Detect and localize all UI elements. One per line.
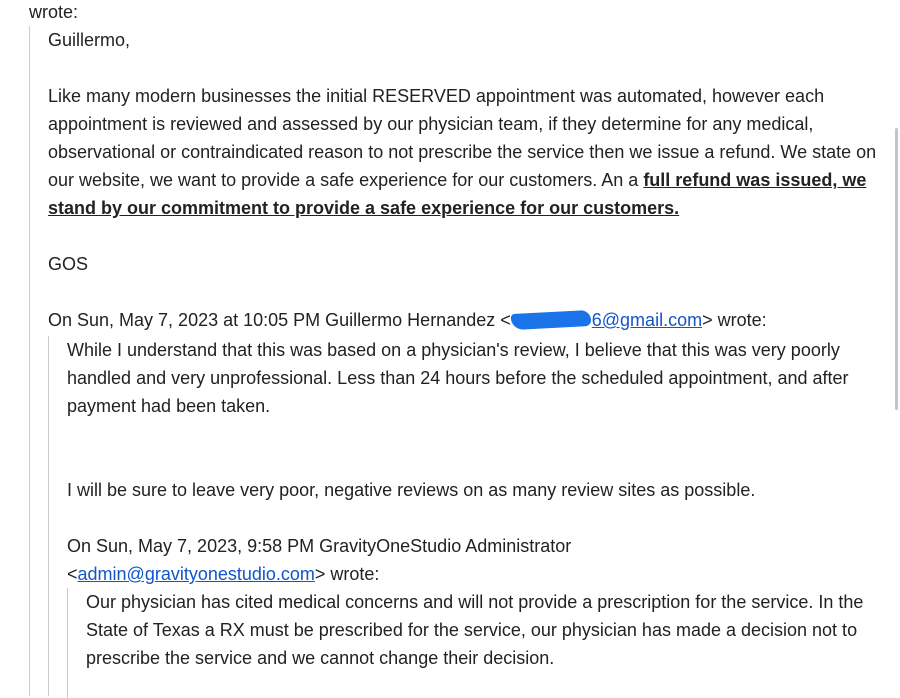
admin-message-body: Our physician has cited medical concerns and will not provide a prescription for the service. In the State of Texas a RX must be prescribed for the service, our physician has made a decision not to prescribe the service and we cannot change their decision. xyxy=(86,592,864,668)
scrollbar-thumb[interactable] xyxy=(895,128,898,410)
reply-followup: I will be sure to leave very poor, negative reviews on as many review sites as possible. xyxy=(67,480,756,500)
sender-email-link[interactable]: 6@gmail.com xyxy=(591,310,703,330)
spacer xyxy=(48,222,879,250)
spacer xyxy=(67,420,878,476)
reply-body: While I understand that this was based on a physician's review, I believe that this was very poorly handled and very unprofessional. Less than 24 hours before the scheduled appointment, and after payment had been taken. xyxy=(67,340,849,416)
message-body xyxy=(48,82,878,222)
admin-attribution-email-line xyxy=(67,560,878,588)
redaction-mark xyxy=(510,310,591,330)
signature: GOS xyxy=(48,254,89,274)
angle-open: < xyxy=(67,564,78,584)
attribution-suffix: > wrote: xyxy=(702,310,767,330)
greeting: Guillermo, xyxy=(48,30,131,50)
attribution-suffix: > wrote: xyxy=(314,564,380,584)
attribution-prefix: On Sun, May 7, 2023 at 10:05 PM Guillermo Hernandez < xyxy=(48,310,511,330)
refund-emphasis-text: full refund was issued, we stand by our commitment to provide a safe experience for our customers. xyxy=(48,170,867,218)
spacer xyxy=(48,54,879,82)
reply-attribution xyxy=(48,306,879,334)
quoted-message-admin xyxy=(67,588,879,698)
quote-attribution-wrote: wrote: xyxy=(29,2,79,22)
spacer xyxy=(48,278,879,306)
admin-attribution-line: On Sun, May 7, 2023, 9:58 PM GravityOneStudio Administrator xyxy=(67,536,572,556)
message-body-text: Like many modern businesses the initial RESERVED appointment was automated, however each appointment is reviewed and assessed by our physician team, if they determine for any medical, observational or contraindicated reason to not prescribe the service then we issue a refund. We state on our website, we want to provide a safe experience for our customers. An a xyxy=(48,86,877,190)
admin-email-link[interactable]: admin@gravityonestudio.com xyxy=(77,564,315,584)
scrollbar[interactable] xyxy=(892,0,900,687)
spacer xyxy=(67,504,878,532)
